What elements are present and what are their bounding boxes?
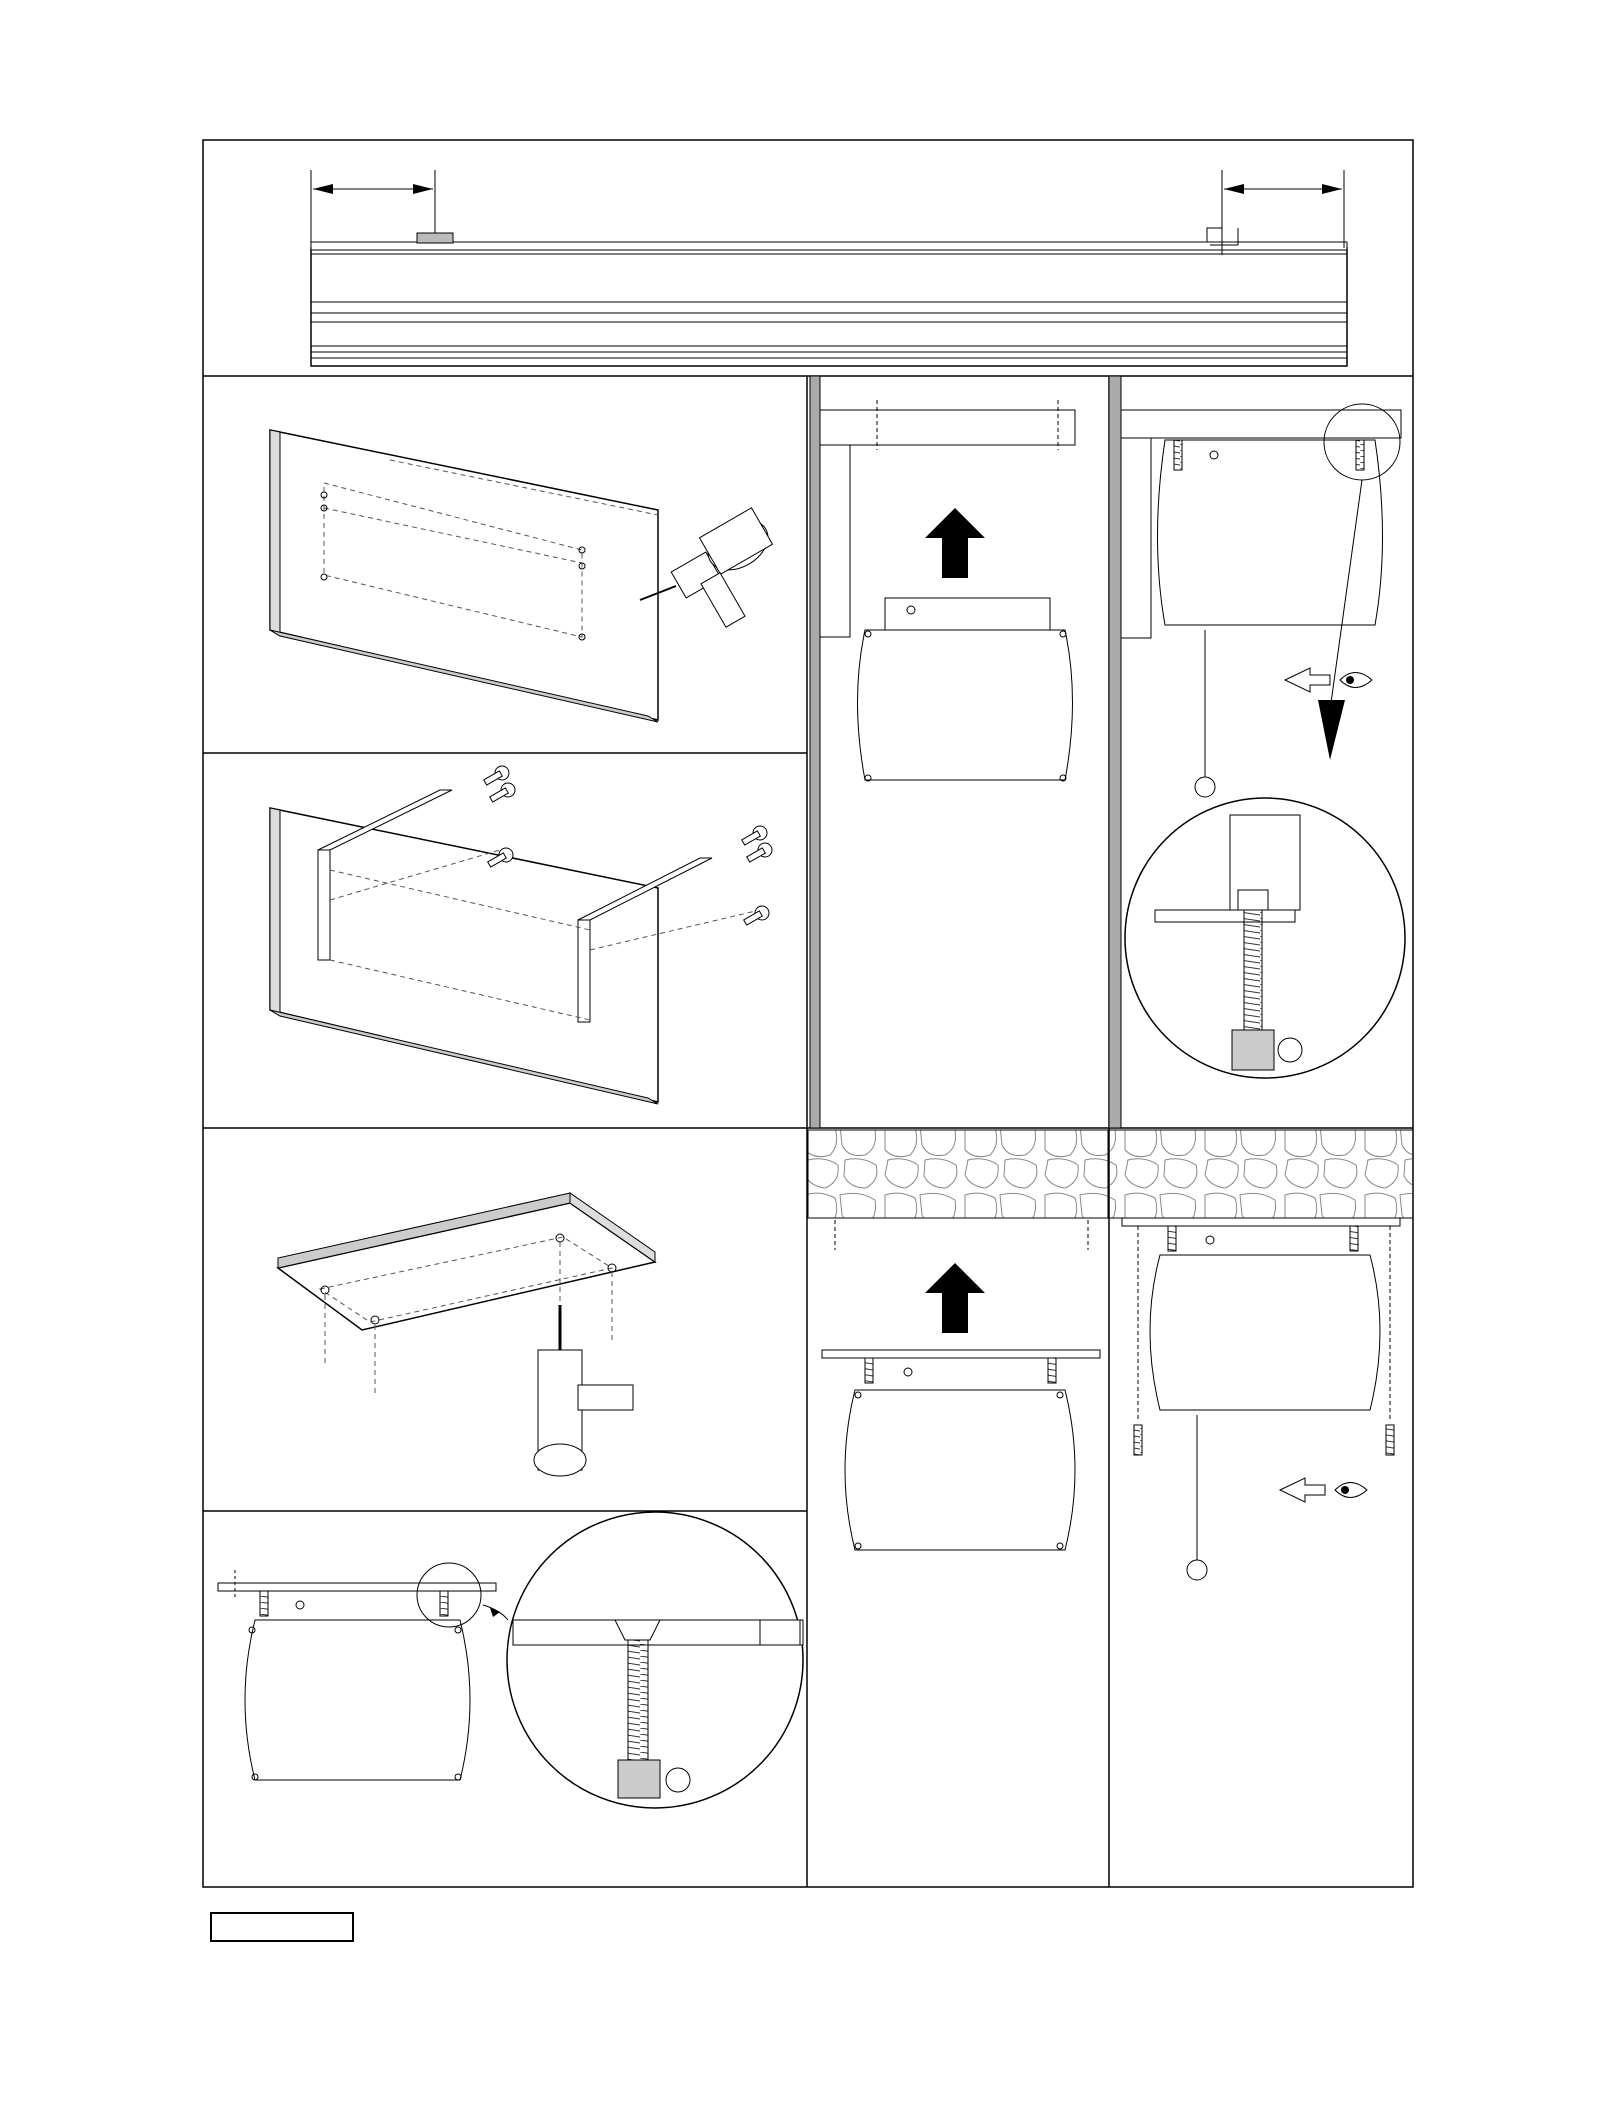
panel-stone-mount (1109, 1130, 1413, 1580)
footer-label-box (210, 1912, 354, 1942)
panel-wall-lift (810, 376, 1075, 1128)
panel-ceiling-detail (218, 1512, 803, 1808)
panel-top-heater-front (311, 170, 1347, 366)
panel-wall-brackets (270, 766, 772, 1104)
panel-stone-lift (808, 1130, 1108, 1550)
panel-ceiling-drill (278, 1193, 655, 1476)
panel-wall-tighten (1109, 376, 1405, 1128)
panel-wall-drill (270, 430, 777, 722)
